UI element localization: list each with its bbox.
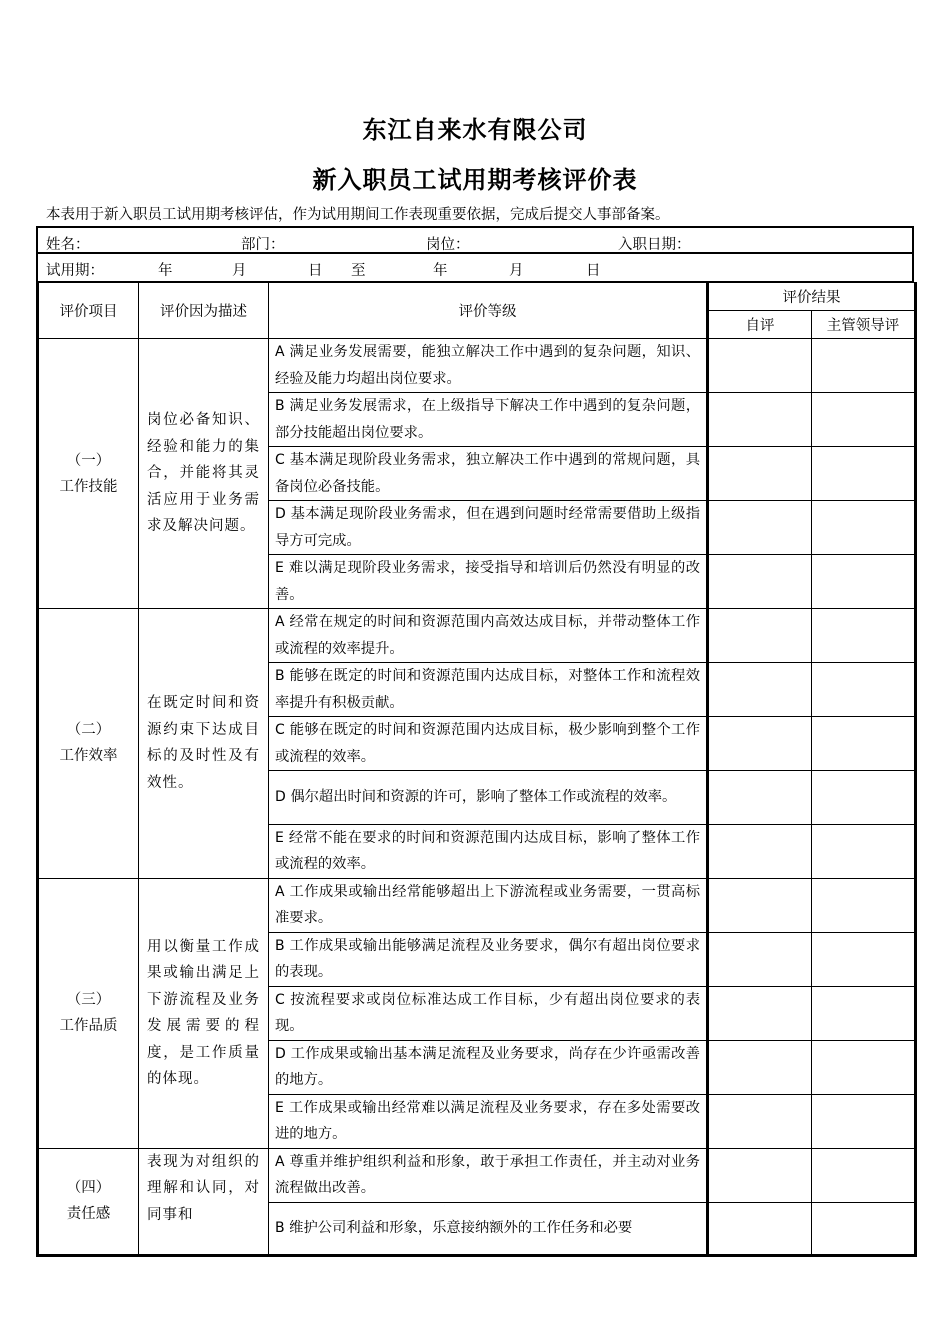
grade-cell xyxy=(269,501,708,555)
grade-text-wrap xyxy=(275,1041,715,1094)
section-name: 工作品质 xyxy=(59,1018,118,1034)
to-label: 至 xyxy=(351,263,366,279)
department-label: 部门： xyxy=(241,237,285,253)
self-eval-cell[interactable] xyxy=(708,986,812,1040)
grade-letter: C xyxy=(275,722,285,738)
manager-eval-cell[interactable] xyxy=(812,501,916,555)
section-name: 工作效率 xyxy=(59,748,118,765)
manager-eval-cell[interactable] xyxy=(812,986,916,1040)
grade-cell xyxy=(269,1148,708,1202)
grade-text-wrap xyxy=(275,555,700,608)
grade-cell xyxy=(269,1094,708,1148)
section-item xyxy=(38,1148,139,1256)
manager-eval-cell[interactable] xyxy=(812,1040,916,1094)
grade-letter: B xyxy=(275,1220,285,1236)
grade-letter: C xyxy=(275,452,285,468)
header-result: 评价结果 xyxy=(708,283,916,311)
self-eval-cell[interactable] xyxy=(708,771,812,825)
grade-letter: B xyxy=(275,398,285,414)
grade-text-wrap xyxy=(275,933,700,986)
grade-letter: D xyxy=(275,1045,286,1062)
manager-eval-cell[interactable] xyxy=(812,609,916,663)
grade-letter: E xyxy=(275,829,284,846)
grade-cell xyxy=(269,1040,715,1094)
grade-text: 满足业务发展需求，在上级指导下解决工作中遇到的复杂问题，部分技能超出岗位要求。 xyxy=(275,398,700,441)
section-number: （三） xyxy=(66,992,111,1008)
self-eval-cell[interactable] xyxy=(708,878,812,932)
manager-eval-cell[interactable] xyxy=(812,447,916,501)
section-item xyxy=(38,339,139,609)
self-eval-cell[interactable] xyxy=(708,393,812,447)
grade-text-wrap xyxy=(275,501,700,554)
evaluation-table xyxy=(36,282,917,1257)
grade-cell xyxy=(269,717,715,771)
end-year-label: 年 xyxy=(433,263,448,279)
manager-eval-cell[interactable] xyxy=(812,878,916,932)
grade-text: 工作成果或输出基本满足流程及业务要求，尚存在少许亟需改善 的地方。 xyxy=(275,1045,715,1088)
start-day-label: 日 xyxy=(308,263,323,279)
form-intro: 本表用于新入职员工试用期考核评估，作为试用期间工作表现重要依据，完成后提交人事部备案。 xyxy=(46,207,670,223)
manager-eval-cell[interactable] xyxy=(812,555,916,609)
self-eval-cell[interactable] xyxy=(708,824,812,878)
grade-row xyxy=(38,609,916,663)
section-name: 工作技能 xyxy=(59,478,118,495)
section-name: 责任感 xyxy=(66,1206,111,1223)
grade-text: 经常不能在要求的时间和资源范围内达成目标，影响了整体工作 或流程的效率。 xyxy=(275,829,715,872)
self-eval-cell[interactable] xyxy=(708,1202,812,1256)
manager-eval-cell[interactable] xyxy=(812,663,916,717)
grade-letter: B xyxy=(275,937,285,954)
grade-text-wrap xyxy=(275,1149,700,1202)
grade-text-wrap xyxy=(275,447,700,500)
manager-eval-cell[interactable] xyxy=(812,717,916,771)
grade-cell xyxy=(269,878,715,932)
grade-letter: D xyxy=(275,506,286,522)
manager-eval-cell[interactable] xyxy=(812,339,916,393)
self-eval-cell[interactable] xyxy=(708,501,812,555)
grade-text-wrap xyxy=(275,1095,700,1148)
grade-cell xyxy=(269,1202,708,1256)
grade-letter: B xyxy=(275,668,285,684)
grade-text-wrap xyxy=(275,717,715,770)
name-label: 姓名： xyxy=(46,237,90,253)
company-name: 东江自来水有限公司 xyxy=(362,116,588,144)
grade-row xyxy=(38,1148,916,1202)
self-eval-cell[interactable] xyxy=(708,1094,812,1148)
self-eval-cell[interactable] xyxy=(708,663,812,717)
start-year-label: 年 xyxy=(158,263,173,279)
manager-eval-cell[interactable] xyxy=(812,1202,916,1256)
probation-label: 试用期： xyxy=(46,263,104,279)
manager-eval-cell[interactable] xyxy=(812,932,916,986)
grade-text-wrap xyxy=(275,825,715,878)
grade-text: 按流程要求或岗位标准达成工作目标，少有超出岗位要求的表现。 xyxy=(275,991,701,1034)
start-month-label: 月 xyxy=(232,263,247,279)
form-title: 新入职员工试用期考核评价表 xyxy=(312,166,638,194)
manager-eval-cell[interactable] xyxy=(812,771,916,825)
info-row-probation xyxy=(36,254,914,283)
grade-text-wrap xyxy=(275,987,700,1040)
grade-text: 基本满足现阶段业务需求，独立解决工作中遇到的常规问题，具备岗位必备技能。 xyxy=(275,452,701,495)
section-description: 岗位必备知识、经验和能力的集合，并能将其灵活应用于业务需求及解决问题。 xyxy=(139,339,269,609)
grade-text: 工作成果或输出经常能够超出上下游流程或业务需要，一贯高标 准要求。 xyxy=(275,883,715,926)
header-description: 评价因为描述 xyxy=(139,283,269,339)
grade-text: 尊重并维护组织利益和形象，敢于承担工作责任，并主动对业务流程做出改善。 xyxy=(275,1153,700,1196)
manager-eval-cell[interactable] xyxy=(812,1148,916,1202)
grade-cell xyxy=(269,555,708,609)
section-number: （二） xyxy=(66,722,111,739)
grade-cell xyxy=(269,609,708,663)
grade-cell xyxy=(269,339,708,393)
end-month-label: 月 xyxy=(509,263,524,279)
grade-letter: A xyxy=(275,614,285,630)
grade-text: 工作成果或输出能够满足流程及业务要求，偶尔有超出岗位要求的表现。 xyxy=(275,937,700,980)
grade-letter: A xyxy=(275,1153,285,1170)
grade-letter: A xyxy=(275,883,285,900)
grade-text-wrap xyxy=(275,879,715,932)
grade-cell xyxy=(269,771,708,825)
end-day-label: 日 xyxy=(586,263,601,279)
grade-text: 难以满足现阶段业务需求，接受指导和培训后仍然没有明显的改善。 xyxy=(275,560,701,603)
header-manager-eval: 主管领导评 xyxy=(812,311,916,339)
section-number: （一） xyxy=(66,452,111,469)
grade-letter: C xyxy=(275,991,285,1008)
position-label: 岗位： xyxy=(426,237,470,253)
grade-text: 工作成果或输出经常难以满足流程及业务要求，存在多处需要改进的地方。 xyxy=(275,1099,701,1142)
header-self-eval: 自评 xyxy=(708,311,812,339)
self-eval-cell[interactable] xyxy=(708,1040,812,1094)
section-description: 在既定时间和资源约束下达成目标的及时性及有效性。 xyxy=(139,609,269,879)
info-row-basic xyxy=(36,226,914,254)
grade-cell xyxy=(269,663,715,717)
grade-text-wrap xyxy=(275,339,700,392)
grade-text: 维护公司利益和形象，乐意接纳额外的工作任务和必要 xyxy=(289,1220,633,1236)
header-grade: 评价等级 xyxy=(269,283,708,339)
self-eval-cell[interactable] xyxy=(708,1148,812,1202)
grade-row xyxy=(38,339,916,393)
grade-letter: E xyxy=(275,1099,284,1116)
grade-text: 偶尔超出时间和资源的许可，影响了整体工作或流程的效率。 xyxy=(290,789,677,805)
self-eval-cell[interactable] xyxy=(708,932,812,986)
grade-cell xyxy=(269,447,708,501)
grade-text-wrap xyxy=(275,784,700,811)
self-eval-cell[interactable] xyxy=(708,339,812,393)
grade-text-wrap xyxy=(275,609,700,662)
grade-letter: D xyxy=(275,789,286,805)
grade-cell xyxy=(269,932,708,986)
self-eval-cell[interactable] xyxy=(708,717,812,771)
self-eval-cell[interactable] xyxy=(708,609,812,663)
section-item xyxy=(38,609,139,879)
grade-text-wrap xyxy=(275,663,715,716)
grade-text-wrap xyxy=(275,393,700,446)
section-item xyxy=(38,878,139,1148)
grade-text: 经常在规定的时间和资源范围内高效达成目标，并带动整体工作或流程的效率提升。 xyxy=(275,614,700,657)
header-item: 评价项目 xyxy=(38,283,139,339)
grade-row xyxy=(38,878,916,932)
grade-text: 满足业务发展需要，能独立解决工作中遇到的复杂问题，知识、经验及能力均超出岗位要求。 xyxy=(275,344,700,387)
grade-cell xyxy=(269,393,708,447)
grade-letter: E xyxy=(275,560,284,576)
section-description: 用以衡量工作成果或输出满足上下游流程及业务发展需要的程度，是工作质量的体现。 xyxy=(139,878,269,1148)
grade-text-wrap xyxy=(275,1215,700,1242)
manager-eval-cell[interactable] xyxy=(812,1094,916,1148)
grade-letter: A xyxy=(275,344,285,360)
grade-text: 能够在既定的时间和资源范围内达成目标，对整体工作和流程效 率提升有积极贡献。 xyxy=(275,668,715,711)
grade-cell xyxy=(269,986,708,1040)
grade-text: 基本满足现阶段业务需求，但在遇到问题时经常需要借助上级指导方可完成。 xyxy=(275,506,701,549)
grade-cell xyxy=(269,824,715,878)
section-description: 表现为对组织的理解和认同，对同事和 xyxy=(139,1148,269,1256)
hire-date-label: 入职日期： xyxy=(618,237,691,253)
grade-text: 能够在既定的时间和资源范围内达成目标，极少影响到整个工作 或流程的效率。 xyxy=(275,722,715,765)
manager-eval-cell[interactable] xyxy=(812,824,916,878)
self-eval-cell[interactable] xyxy=(708,447,812,501)
manager-eval-cell[interactable] xyxy=(812,393,916,447)
self-eval-cell[interactable] xyxy=(708,555,812,609)
section-number: （四） xyxy=(66,1180,111,1197)
